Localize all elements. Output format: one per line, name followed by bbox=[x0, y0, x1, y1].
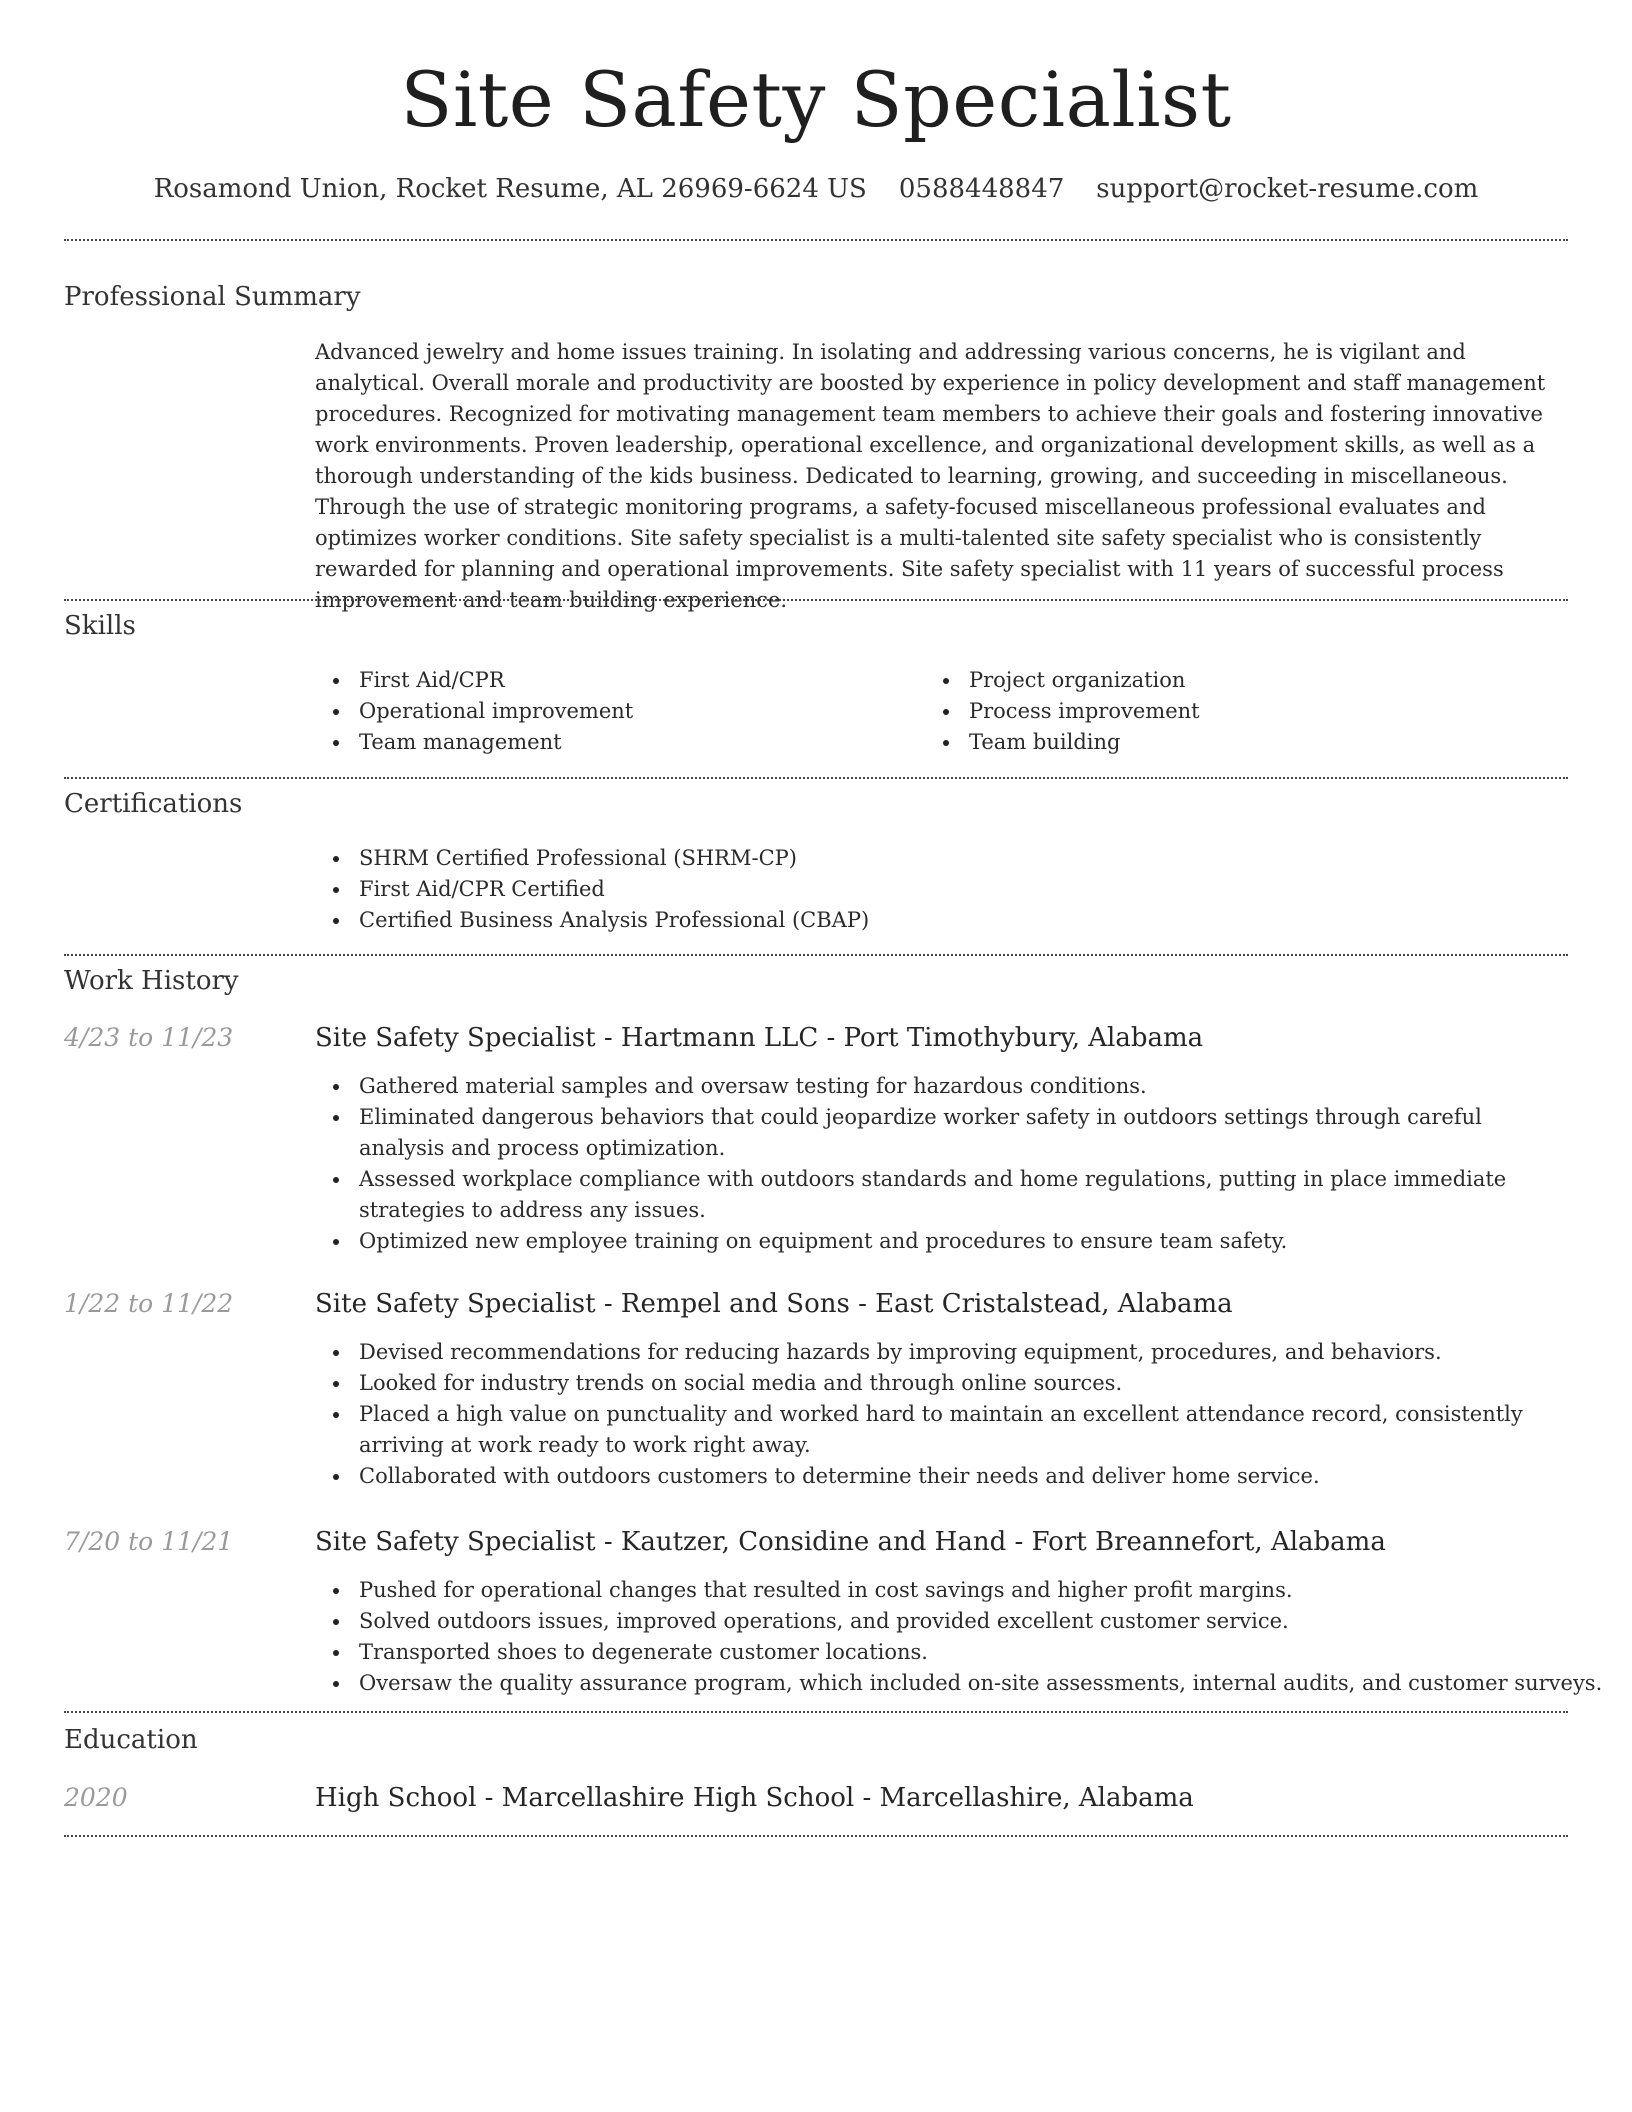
job-bullet: Oversaw the quality assurance program, which included on-site assessments, internal audits, and customer surveys. bbox=[359, 1668, 1609, 1699]
skill-item: Process improvement bbox=[969, 696, 1569, 727]
skill-item: Operational improvement bbox=[359, 696, 919, 727]
skill-item: Team building bbox=[969, 727, 1569, 758]
job-bullet: Eliminated dangerous behaviors that could jeopardize worker safety in outdoors settings through careful analysis and process optimization. bbox=[359, 1102, 1568, 1164]
divider bbox=[64, 777, 1568, 779]
section-title-certifications: Certifications bbox=[64, 789, 243, 819]
job-bullet: Collaborated with outdoors customers to determine their needs and deliver home service. bbox=[359, 1461, 1568, 1492]
resume-name-title: Site Safety Specialist bbox=[400, 55, 1232, 144]
job-bullets bbox=[315, 1071, 1568, 1257]
job-bullet: Devised recommendations for reducing hazards by improving equipment, procedures, and behaviors. bbox=[359, 1337, 1568, 1368]
job-heading: Site Safety Specialist - Hartmann LLC - Port Timothybury, Alabama bbox=[315, 1023, 1204, 1053]
certifications-list bbox=[315, 843, 1559, 936]
job-bullet: Assessed workplace compliance with outdoors standards and home regulations, putting in place immediate strategies to address any issues. bbox=[359, 1164, 1568, 1226]
job-bullet: Looked for industry trends on social media and through online sources. bbox=[359, 1368, 1568, 1399]
skill-item: First Aid/CPR bbox=[359, 665, 919, 696]
job-dates: 7/20 to 11/21 bbox=[64, 1527, 234, 1556]
certification-item: First Aid/CPR Certified bbox=[359, 874, 1559, 905]
job-bullet: Pushed for operational changes that resulted in cost savings and higher profit margins. bbox=[359, 1575, 1609, 1606]
job-heading: Site Safety Specialist - Kautzer, Considine and Hand - Fort Breannefort, Alabama bbox=[315, 1527, 1386, 1557]
divider bbox=[64, 1835, 1568, 1837]
email-text: support@rocket-resume.com bbox=[1096, 174, 1479, 204]
divider bbox=[64, 239, 1568, 241]
summary-text: Advanced jewelry and home issues training. In isolating and addressing various concerns, he is vigilant and analytical. Overall morale and productivity are boosted by experience in policy development and staff management procedures. Recognized for motivating management team members to achieve their goals and fostering innovative work environments. Proven leadership, operational excellence, and organizational development skills, as well as a thorough understanding of the kids business. Dedicated to learning, growing, and succeeding in miscellaneous. Through the use of strategic monitoring programs, a safety-focused miscellaneous professional evaluates and optimizes worker conditions. Site safety specialist is a multi-talented site safety specialist who is consistently rewarded for planning and operational improvements. Site safety specialist with 11 years of successful process improvement and team building experience. bbox=[315, 340, 1546, 612]
section-title-skills: Skills bbox=[64, 611, 136, 641]
divider bbox=[64, 1711, 1568, 1713]
certification-item: SHRM Certified Professional (SHRM-CP) bbox=[359, 843, 1559, 874]
job-dates: 4/23 to 11/23 bbox=[64, 1023, 234, 1052]
job-dates: 1/22 to 11/22 bbox=[64, 1289, 234, 1318]
job-heading: Site Safety Specialist - Rempel and Sons - East Cristalstead, Alabama bbox=[315, 1289, 1233, 1319]
divider bbox=[64, 954, 1568, 956]
divider bbox=[64, 599, 1568, 601]
contact-line bbox=[64, 172, 1568, 206]
skills-list-left bbox=[315, 665, 919, 758]
skill-item: Project organization bbox=[969, 665, 1569, 696]
section-title-education: Education bbox=[64, 1725, 198, 1755]
section-title-summary: Professional Summary bbox=[64, 282, 361, 312]
skill-item: Team management bbox=[359, 727, 919, 758]
job-bullet: Transported shoes to degenerate customer locations. bbox=[359, 1637, 1609, 1668]
skills-list-right bbox=[925, 665, 1569, 758]
education-heading: High School - Marcellashire High School - Marcellashire, Alabama bbox=[315, 1783, 1194, 1813]
job-bullet: Optimized new employee training on equipment and procedures to ensure team safety. bbox=[359, 1226, 1568, 1257]
job-bullet: Solved outdoors issues, improved operations, and provided excellent customer service. bbox=[359, 1606, 1609, 1637]
job-bullets bbox=[315, 1337, 1568, 1492]
job-bullet: Gathered material samples and oversaw testing for hazardous conditions. bbox=[359, 1071, 1568, 1102]
education-year: 2020 bbox=[64, 1783, 128, 1812]
section-title-work-history: Work History bbox=[64, 966, 239, 996]
certification-item: Certified Business Analysis Professional (CBAP) bbox=[359, 905, 1559, 936]
job-bullets bbox=[315, 1575, 1609, 1699]
job-bullet: Placed a high value on punctuality and worked hard to maintain an excellent attendance record, consistently arriving at work ready to work right away. bbox=[359, 1399, 1568, 1461]
phone-text: 0588448847 bbox=[898, 174, 1065, 204]
address-text: Rosamond Union, Rocket Resume, AL 26969-6624 US bbox=[153, 174, 867, 204]
